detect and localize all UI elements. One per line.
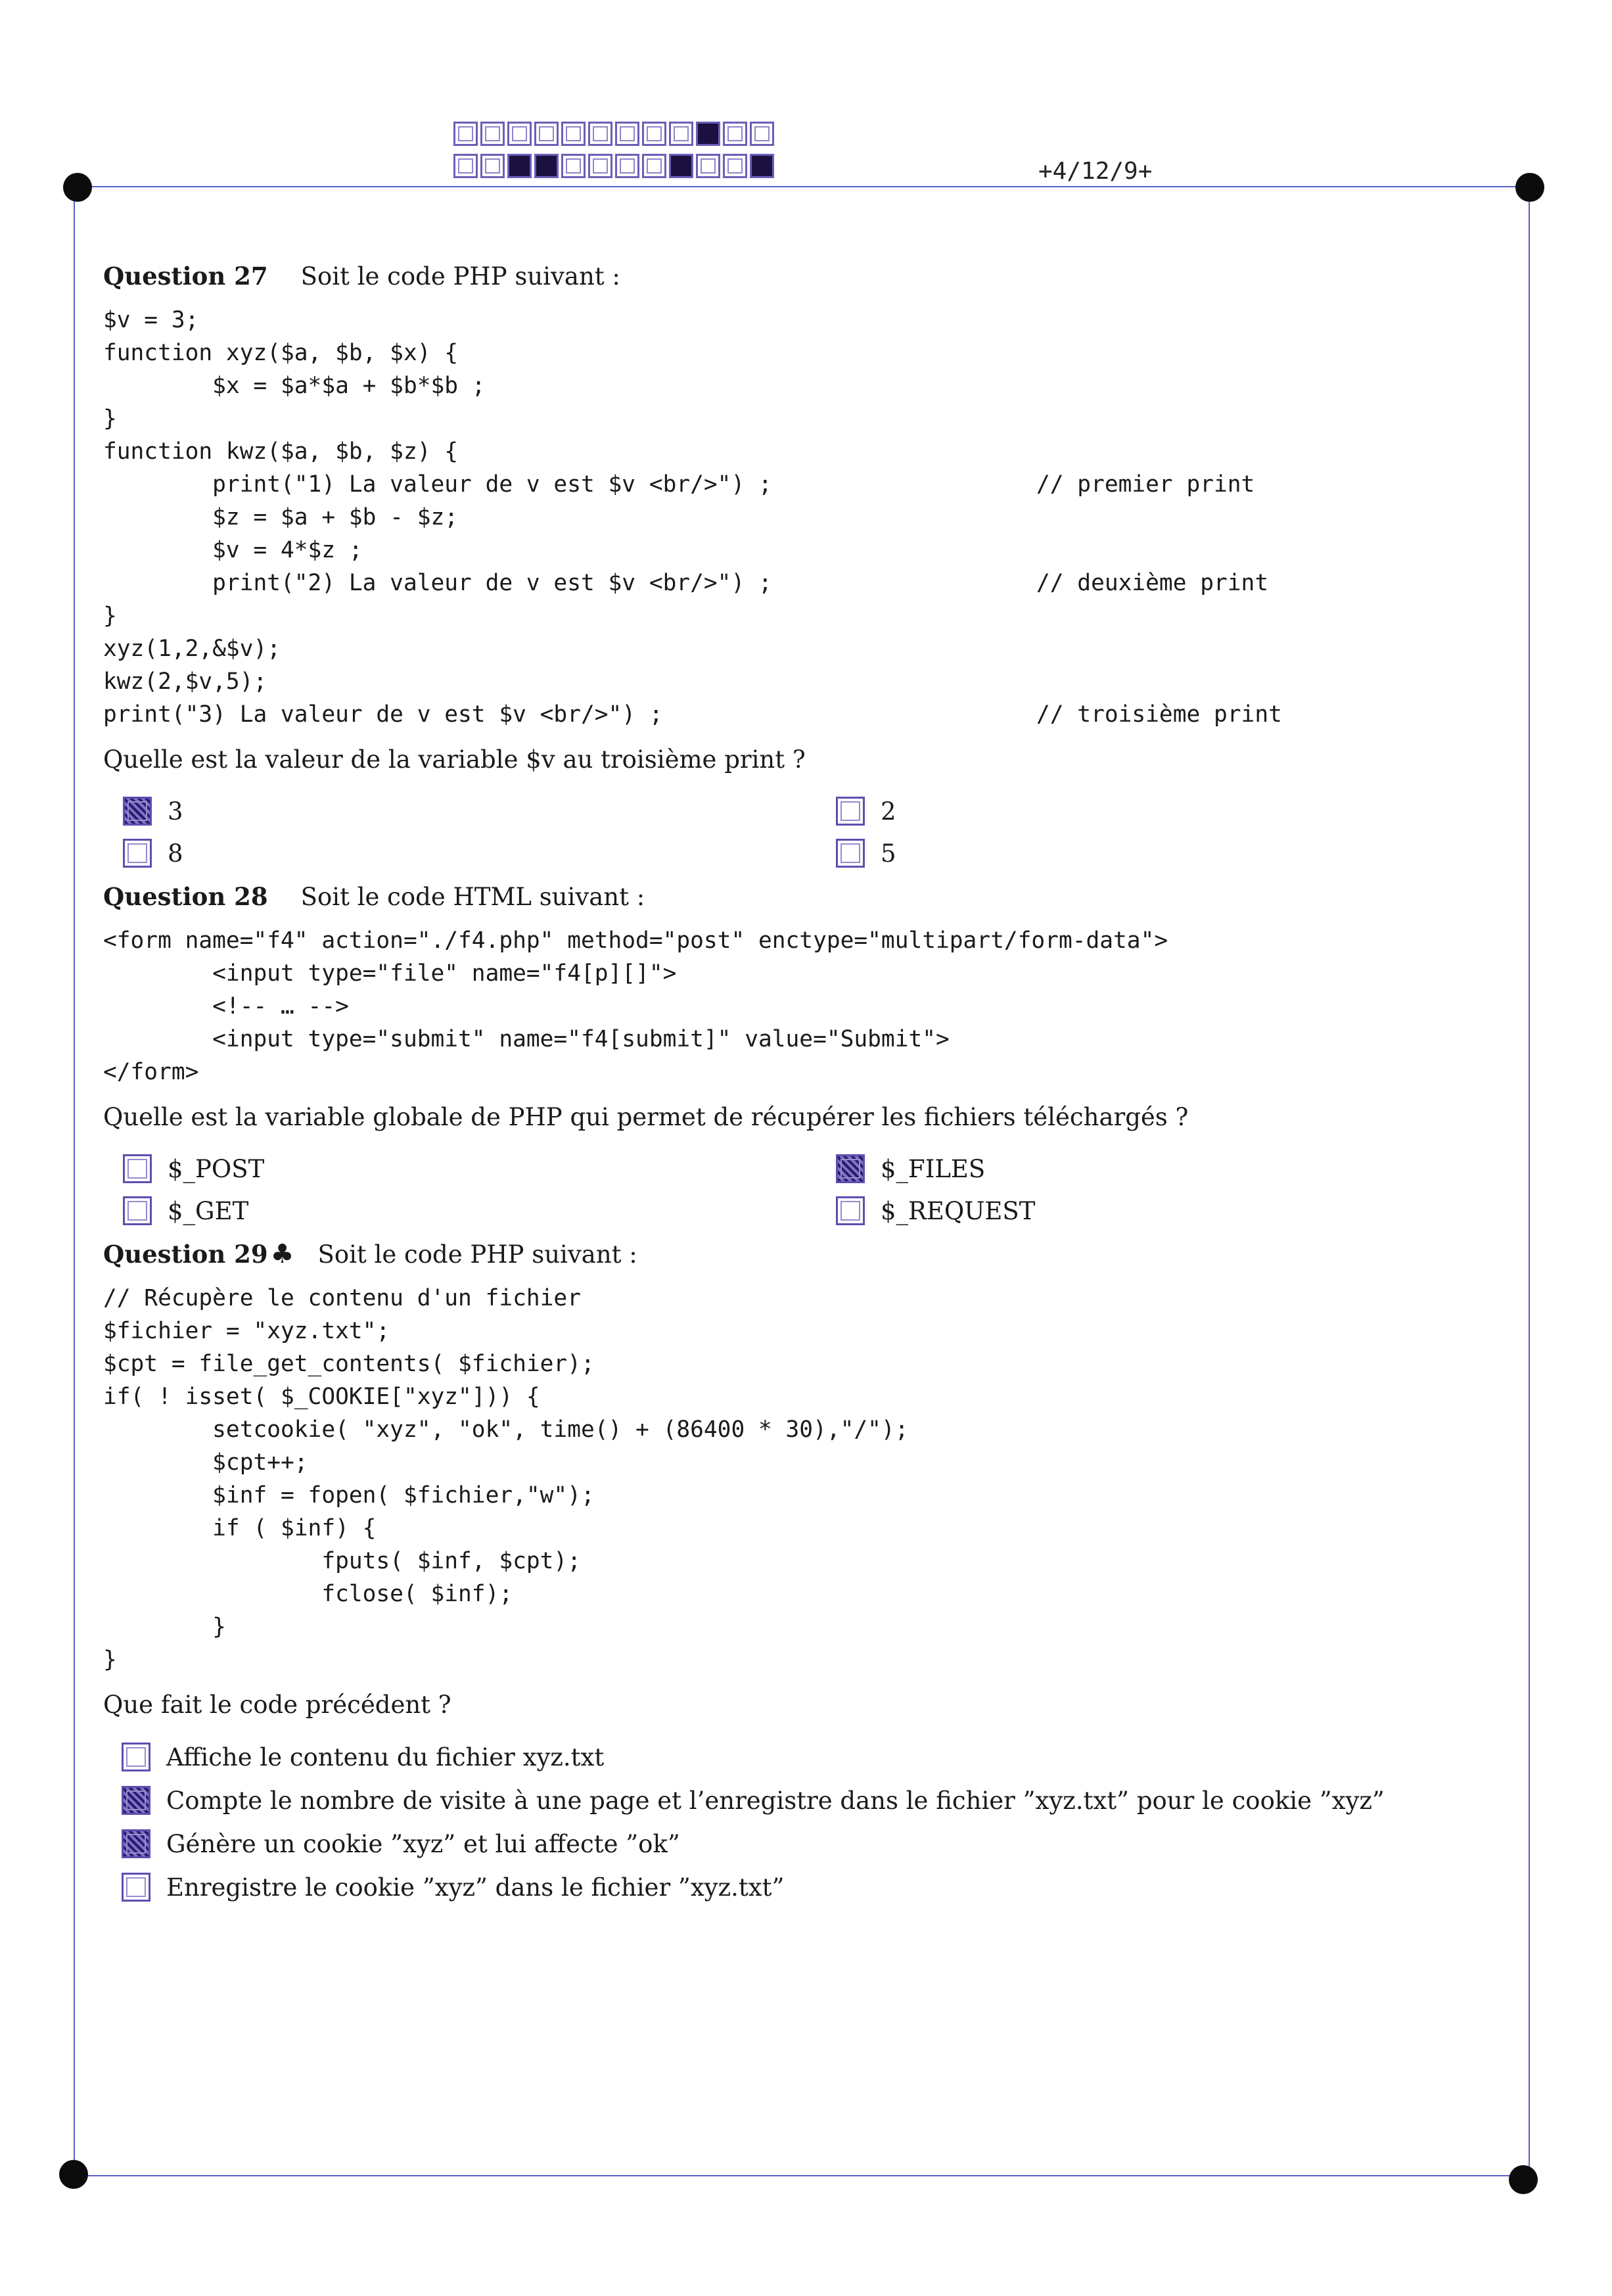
code-line bbox=[103, 1446, 1503, 1479]
code-block bbox=[103, 924, 1503, 1089]
question-number-text: Question 29 bbox=[103, 1240, 268, 1269]
answer-label: Génère un cookie ”xyz” et lui affecte ”ok” bbox=[166, 1829, 680, 1858]
marker-cell bbox=[642, 154, 666, 178]
code-text: $inf = fopen( $fichier,"w"); bbox=[103, 1482, 595, 1509]
question-intro: Soit le code PHP suivant : bbox=[317, 1240, 637, 1269]
question-number: Question 28 bbox=[103, 882, 268, 911]
marker-cell bbox=[642, 122, 666, 146]
code-text: kwz(2,$v,5); bbox=[103, 668, 267, 695]
answer-option[interactable] bbox=[816, 790, 1473, 832]
code-text: $cpt++; bbox=[103, 1449, 308, 1476]
code-line bbox=[103, 1512, 1503, 1545]
answer-label: 5 bbox=[881, 839, 896, 868]
answer-checkbox[interactable] bbox=[122, 1743, 150, 1771]
answer-checkbox[interactable] bbox=[123, 1154, 152, 1183]
code-comment: // troisième print bbox=[1036, 701, 1282, 728]
code-line bbox=[103, 957, 1503, 990]
code-text: // Récupère le contenu d'un fichier bbox=[103, 1285, 581, 1311]
marker-cell bbox=[696, 154, 720, 178]
marker-cell bbox=[561, 122, 586, 146]
answer-option[interactable] bbox=[816, 832, 1473, 874]
code-text: $cpt = file_get_contents( $fichier); bbox=[103, 1351, 595, 1377]
marker-cell bbox=[723, 154, 747, 178]
code-text: if ( $inf) { bbox=[103, 1515, 377, 1541]
code-text: function kwz($a, $b, $z) { bbox=[103, 438, 459, 465]
answer-label: 8 bbox=[168, 839, 183, 868]
answer-checkbox[interactable] bbox=[122, 1829, 150, 1858]
corner-dot-bottom-right bbox=[1509, 2165, 1538, 2194]
code-text: <input type="submit" name="f4[submit]" value="Submit"> bbox=[103, 1026, 950, 1052]
answer-checkbox[interactable] bbox=[122, 1786, 150, 1815]
answer-checkbox[interactable] bbox=[122, 1873, 150, 1902]
code-line bbox=[103, 1023, 1503, 1056]
code-text: print("3) La valeur de v est $v <br/>") ; bbox=[103, 701, 663, 728]
code-comment: // premier print bbox=[1036, 471, 1255, 498]
code-line bbox=[103, 698, 1503, 731]
question-prompt: Quelle est la valeur de la variable $v au troisième print ? bbox=[103, 745, 806, 774]
answer-choices bbox=[103, 1735, 1503, 1909]
question-29 bbox=[103, 1234, 1503, 1909]
code-text: <input type="file" name="f4[p][]"> bbox=[103, 960, 677, 987]
marker-cell bbox=[669, 122, 693, 146]
code-line bbox=[103, 304, 1503, 337]
marker-cell bbox=[588, 122, 612, 146]
answer-label: 3 bbox=[168, 797, 183, 826]
code-text: print("1) La valeur de v est $v <br/>") ; bbox=[103, 471, 772, 498]
code-text: $fichier = "xyz.txt"; bbox=[103, 1318, 390, 1344]
marker-cell bbox=[615, 154, 639, 178]
marker-cell bbox=[507, 122, 532, 146]
answer-option[interactable] bbox=[103, 832, 816, 874]
code-text: $v = 3; bbox=[103, 307, 199, 333]
code-line bbox=[103, 1545, 1503, 1578]
code-text: setcookie( "xyz", "ok", time() + (86400 * 30),"/"); bbox=[103, 1417, 909, 1443]
answer-choices bbox=[103, 1148, 1503, 1232]
answer-label: $_REQUEST bbox=[881, 1196, 1036, 1225]
corner-dot-bottom-left bbox=[59, 2160, 88, 2189]
marker-cell bbox=[750, 122, 774, 146]
question-title bbox=[103, 1234, 1503, 1274]
marker-cell bbox=[534, 122, 559, 146]
code-line bbox=[103, 567, 1503, 599]
code-line bbox=[103, 1282, 1503, 1315]
code-comment: // deuxième print bbox=[1036, 570, 1269, 596]
code-block bbox=[103, 304, 1503, 731]
marker-top bbox=[453, 122, 777, 146]
answer-label: $_GET bbox=[168, 1196, 249, 1225]
code-line bbox=[103, 1643, 1503, 1676]
marker-cell bbox=[453, 122, 478, 146]
code-line bbox=[103, 1380, 1503, 1413]
code-text: } bbox=[103, 406, 117, 432]
marker-bottom bbox=[453, 154, 777, 178]
code-text: $x = $a*$a + $b*$b ; bbox=[103, 373, 486, 399]
code-line bbox=[103, 1413, 1503, 1446]
code-line bbox=[103, 1056, 1503, 1089]
code-line bbox=[103, 599, 1503, 632]
answer-option[interactable] bbox=[103, 1822, 1503, 1865]
marker-cell bbox=[588, 154, 612, 178]
club-icon: ♣ bbox=[270, 1239, 294, 1269]
code-line bbox=[103, 632, 1503, 665]
answer-option[interactable] bbox=[103, 1779, 1503, 1822]
answer-choices bbox=[103, 790, 1503, 874]
marker-cell bbox=[507, 154, 532, 178]
question-number bbox=[103, 1240, 268, 1269]
code-text: } bbox=[103, 603, 117, 629]
answer-label: Compte le nombre de visite à une page et l’enregistre dans le fichier ”xyz.txt” pour le cookie ”xyz” bbox=[166, 1786, 1385, 1815]
answer-label: Affiche le contenu du fichier xyz.txt bbox=[166, 1743, 605, 1771]
code-text: function xyz($a, $b, $x) { bbox=[103, 340, 459, 366]
question-27 bbox=[103, 256, 1503, 874]
code-line bbox=[103, 1578, 1503, 1610]
answer-checkbox[interactable] bbox=[836, 1154, 865, 1183]
corner-dot-top-left bbox=[63, 173, 92, 202]
answer-option[interactable] bbox=[816, 1148, 1473, 1190]
code-line bbox=[103, 337, 1503, 369]
code-text: } bbox=[103, 1647, 117, 1673]
code-text: fclose( $inf); bbox=[103, 1581, 513, 1607]
answer-option[interactable] bbox=[103, 1148, 816, 1190]
code-text: if( ! isset( $_COOKIE["xyz"])) { bbox=[103, 1384, 540, 1410]
marker-cell bbox=[561, 154, 586, 178]
marker-cell bbox=[615, 122, 639, 146]
answer-option[interactable] bbox=[816, 1190, 1473, 1232]
answer-checkbox[interactable] bbox=[836, 1196, 865, 1225]
question-number: Question 27 bbox=[103, 262, 268, 291]
code-line bbox=[103, 435, 1503, 468]
marker-cell bbox=[750, 154, 774, 178]
answer-option[interactable] bbox=[103, 1190, 816, 1232]
code-line bbox=[103, 665, 1503, 698]
questions bbox=[103, 256, 1503, 1909]
code-line bbox=[103, 501, 1503, 534]
code-line bbox=[103, 1610, 1503, 1643]
question-28 bbox=[103, 877, 1503, 1232]
question-title bbox=[103, 256, 1503, 296]
code-line bbox=[103, 468, 1503, 501]
answer-label: $_POST bbox=[168, 1154, 265, 1183]
marker-cell bbox=[669, 154, 693, 178]
question-intro: Soit le code PHP suivant : bbox=[300, 262, 620, 291]
answer-option[interactable] bbox=[103, 1735, 1503, 1779]
answer-option[interactable] bbox=[103, 790, 816, 832]
page-id: +4/12/9+ bbox=[1038, 158, 1153, 185]
code-text: xyz(1,2,&$v); bbox=[103, 636, 281, 662]
code-line bbox=[103, 402, 1503, 435]
code-block bbox=[103, 1282, 1503, 1676]
code-line bbox=[103, 534, 1503, 567]
answer-label: $_FILES bbox=[881, 1154, 986, 1183]
code-line bbox=[103, 1347, 1503, 1380]
answer-option[interactable] bbox=[103, 1865, 1503, 1909]
code-text: </form> bbox=[103, 1059, 199, 1085]
answer-label: Enregistre le cookie ”xyz” dans le fichier ”xyz.txt” bbox=[166, 1873, 785, 1902]
question-title bbox=[103, 877, 1503, 916]
question-intro: Soit le code HTML suivant : bbox=[300, 883, 645, 911]
answer-checkbox[interactable] bbox=[123, 1196, 152, 1225]
code-line bbox=[103, 990, 1503, 1023]
code-text: fputs( $inf, $cpt); bbox=[103, 1548, 581, 1574]
code-text: $v = 4*$z ; bbox=[103, 537, 363, 563]
code-text: } bbox=[103, 1614, 226, 1640]
code-text: <form name="f4" action="./f4.php" method="post" enctype="multipart/form-data"> bbox=[103, 927, 1168, 954]
code-line bbox=[103, 369, 1503, 402]
question-prompt: Que fait le code précédent ? bbox=[103, 1691, 451, 1719]
marker-cell bbox=[534, 154, 559, 178]
marker-cell bbox=[453, 154, 478, 178]
code-text: $z = $a + $b - $z; bbox=[103, 504, 459, 530]
answer-checkbox[interactable] bbox=[123, 797, 152, 826]
question-prompt: Quelle est la variable globale de PHP qui permet de récupérer les fichiers téléchargés ? bbox=[103, 1103, 1189, 1131]
marker-cell bbox=[480, 154, 505, 178]
answer-checkbox[interactable] bbox=[123, 839, 152, 868]
code-text: print("2) La valeur de v est $v <br/>") ; bbox=[103, 570, 772, 596]
marker-cell bbox=[696, 122, 720, 146]
code-line bbox=[103, 1479, 1503, 1512]
answer-checkbox[interactable] bbox=[836, 839, 865, 868]
code-text: <!-- … --> bbox=[103, 993, 349, 1019]
corner-dot-top-right bbox=[1515, 173, 1544, 202]
answer-label: 2 bbox=[881, 797, 896, 826]
code-line bbox=[103, 1315, 1503, 1347]
code-line bbox=[103, 924, 1503, 957]
marker-cell bbox=[723, 122, 747, 146]
marker-cell bbox=[480, 122, 505, 146]
answer-checkbox[interactable] bbox=[836, 797, 865, 826]
